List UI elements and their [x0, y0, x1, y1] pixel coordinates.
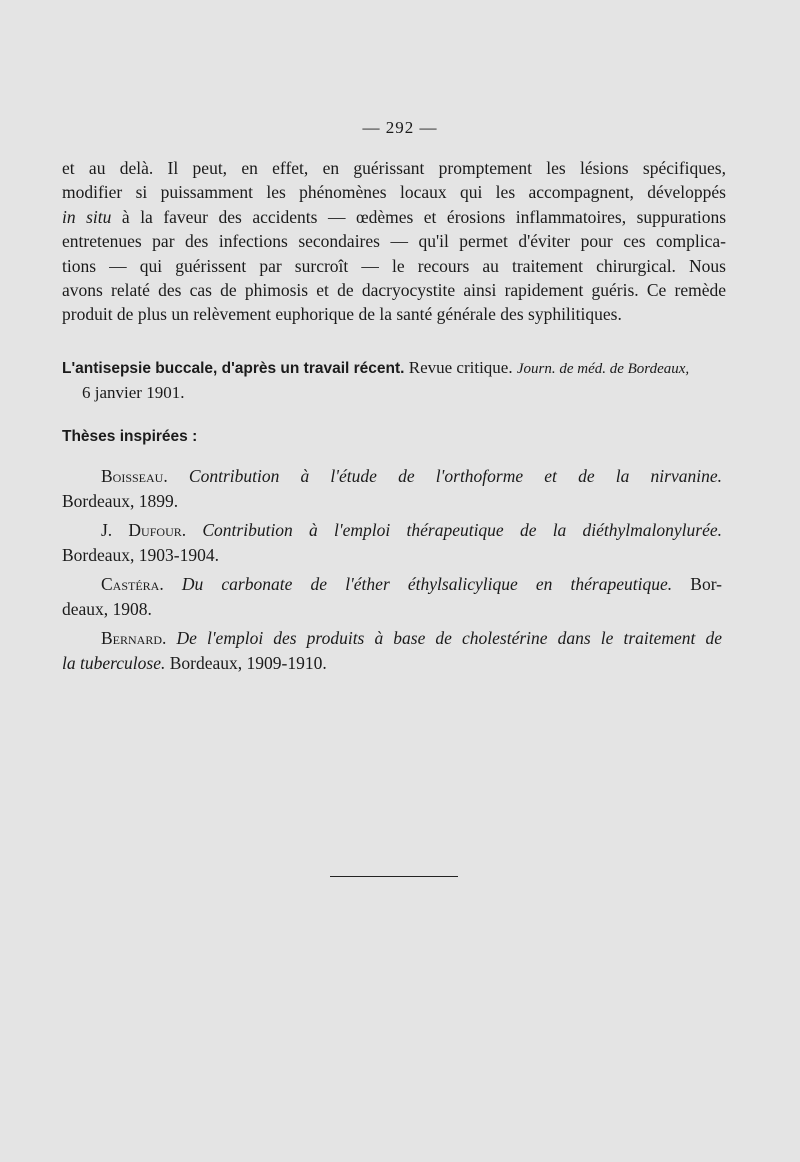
paragraph-line: modifier si puissamment les phénomènes locaux qui les accompagnent, développés: [62, 182, 726, 203]
thesis-title: Contribution à l'emploi thérapeutique de la diéthylmalonylurée.: [202, 520, 723, 540]
thesis-title: Contribution à l'étude de l'orthoforme et de la nirvanine.: [188, 466, 722, 486]
reference-date: 6 janvier 1901.: [82, 383, 185, 402]
thesis-entry: [62, 464, 722, 513]
thesis-first-line: [62, 518, 722, 543]
thesis-title: Du carbonate de l'éther éthylsalicylique en thérapeutique.: [181, 574, 673, 594]
thesis-rest: Bor-: [690, 574, 723, 594]
thesis-first-line: [62, 572, 722, 597]
paragraph-line: avons relaté des cas de phimosis et de dacryocystite ainsi rapidement guéris. Ce remède: [62, 280, 726, 301]
thesis-author: J. Dufour.: [101, 520, 187, 540]
thesis-continuation: deaux, 1908.: [62, 598, 152, 619]
paragraph-line: et au delà. Il peut, en effet, en guérissant promptement les lésions spécifiques,: [62, 158, 726, 178]
thesis-continuation-italic: la tuberculose.: [62, 652, 166, 673]
body-paragraph: [62, 156, 726, 327]
reference-source: Revue critique.: [408, 358, 513, 377]
page-number: — 292 —: [362, 118, 438, 137]
theses-heading: Thèses inspirées :: [62, 428, 198, 445]
thesis-entry: [62, 518, 722, 567]
thesis-continuation: Bordeaux, 1903-1904.: [62, 544, 219, 565]
thesis-entry: [62, 626, 722, 675]
thesis-first-line: [62, 626, 722, 651]
paragraph-line-text: à la faveur des accidents — œdèmes et érosions inflammatoires, suppurations: [121, 206, 727, 227]
thesis-title: De l'emploi des produits à base de cholestérine dans le traitement de: [176, 628, 722, 648]
thesis-continuation: Bordeaux, 1899.: [62, 490, 179, 511]
thesis-entry: [62, 572, 722, 621]
paragraph-line: entretenues par des infections secondaires — qu'il permet d'éviter pour ces complica-: [62, 231, 726, 252]
thesis-author: Bernard.: [101, 628, 167, 648]
reference-title: L'antisepsie buccale, d'après un travail récent.: [62, 360, 405, 377]
thesis-continuation: [62, 651, 722, 676]
end-rule: [330, 876, 458, 877]
paragraph-line: tions — qui guérissent par surcroît — le recours au traitement chirurgical. Nous: [62, 255, 726, 276]
paragraph-line: [62, 205, 726, 229]
paragraph-line: produit de plus un relèvement euphorique de la santé générale des syphilitiques.: [62, 304, 622, 325]
thesis-author: Boisseau.: [101, 466, 168, 486]
reference-journal: Journ. de méd. de Bordeaux,: [516, 361, 690, 377]
reference-entry: [62, 356, 726, 405]
thesis-first-line: [62, 464, 722, 489]
in-situ-italic: in situ: [62, 206, 112, 227]
thesis-author: Castéra.: [101, 574, 164, 594]
thesis-continuation-text: Bordeaux, 1909-1910.: [169, 652, 327, 673]
